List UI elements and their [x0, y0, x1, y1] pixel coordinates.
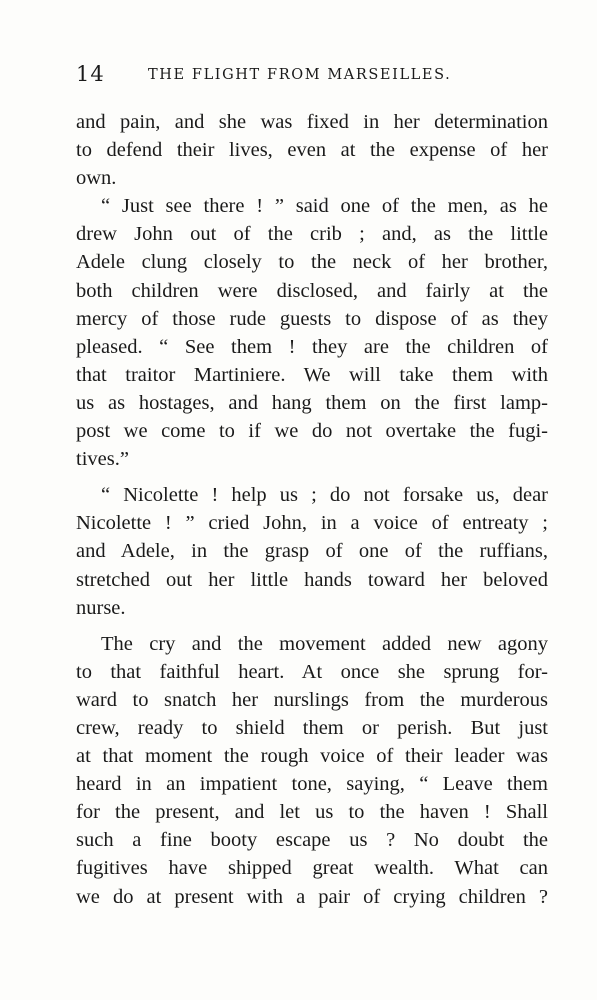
text-line: nurse. — [76, 596, 126, 619]
page-header — [76, 62, 548, 90]
text-line: to defend their lives, even at the expense of her — [76, 139, 548, 162]
text-line: for the present, and let us to the haven ! Shall — [76, 801, 548, 824]
text-line: to that faithful heart. At once she sprung for- — [76, 660, 548, 683]
text-line: tives.” — [76, 448, 129, 471]
body-text — [76, 108, 548, 911]
text-line: crew, ready to shield them or perish. But just — [76, 716, 548, 739]
text-line: ward to snatch her nurslings from the murderous — [76, 688, 548, 711]
text-line: and pain, and she was fixed in her determination — [76, 111, 548, 133]
paragraph-gap — [76, 473, 548, 481]
paragraph-1 — [76, 108, 548, 192]
paragraph-gap — [76, 622, 548, 630]
running-title: THE FLIGHT FROM MARSEILLES. — [148, 67, 452, 83]
text-line: Nicolette ! ” cried John, in a voice of entreaty ; — [76, 512, 548, 535]
text-line: us as hostages, and hang them on the first lamp- — [76, 391, 548, 414]
paragraph-2 — [76, 192, 548, 473]
text-line: stretched out her little hands toward her beloved — [76, 568, 548, 591]
text-line: “ Nicolette ! help us ; do not forsake us, dear — [101, 484, 548, 507]
text-line: both children were disclosed, and fairly at the — [76, 279, 548, 302]
text-line: pleased. “ See them ! they are the children of — [76, 335, 548, 358]
text-line: mercy of those rude guests to dispose of as they — [76, 307, 548, 330]
text-line: we do at present with a pair of crying children ? — [76, 885, 548, 908]
paragraph-3 — [76, 481, 548, 621]
text-line: drew John out of the crib ; and, as the little — [76, 223, 548, 246]
text-line: that traitor Martiniere. We will take them with — [76, 363, 548, 386]
text-line: fugitives have shipped great wealth. What can — [76, 857, 548, 880]
text-line: and Adele, in the grasp of one of the ruffians, — [76, 540, 548, 563]
text-line: such a fine booty escape us ? No doubt the — [76, 829, 548, 852]
text-line: Adele clung closely to the neck of her brother, — [76, 251, 548, 274]
text-line: The cry and the movement added new agony — [101, 632, 548, 655]
text-line: “ Just see there ! ” said one of the men, as he — [101, 195, 548, 218]
paragraph-4 — [76, 630, 548, 911]
text-line: post we come to if we do not overtake the fugi- — [76, 420, 548, 443]
text-line: own. — [76, 167, 117, 190]
page-number: 14 — [76, 62, 105, 86]
text-line: heard in an impatient tone, saying, “ Leave them — [76, 773, 548, 796]
text-line: at that moment the rough voice of their leader was — [76, 745, 548, 768]
